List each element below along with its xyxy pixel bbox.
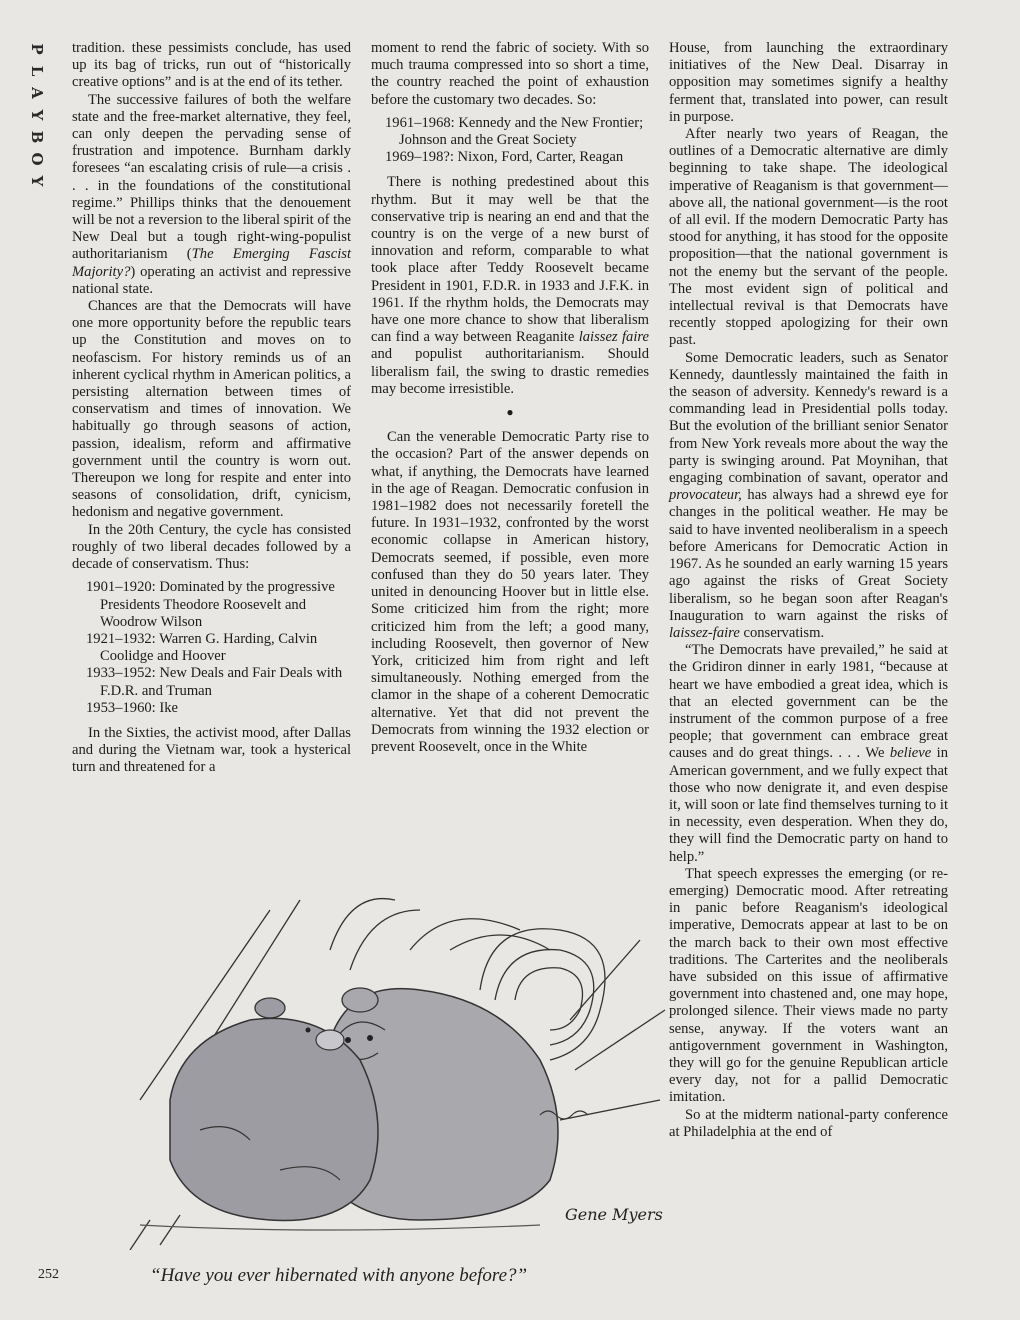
- section-separator: ●: [506, 405, 514, 420]
- vertical-title-letter: A: [28, 87, 46, 99]
- vertical-title-letter: B: [28, 130, 46, 144]
- cartoonist-signature: Gene Myers: [565, 1205, 663, 1224]
- list-item: 1961–1968: Kennedy and the New Frontier; Johnson and the Great Society: [385, 114, 644, 149]
- vertical-title-letter: Y: [28, 109, 46, 121]
- paragraph: “The Democrats have prevailed,” he said at the Gridiron dinner in early 1981, “because at heart we have embodied a great idea, which is that an elected government can be the instrument of the common purpose of a free people; that government can embrace great causes and do great things. . . . We believe in American government, and we fully expect that those who now denigrate it, and even despise it, will soon or late find themselves turning to it in necessity, even desperation. When they do, they will find the Democratic party on hand to help.”: [669, 642, 948, 865]
- paragraph: The successive failures of both the welfare state and the free-market alternative, they feel, can only deepen the pervading sense of frustration and impotence. Burnham darkly foresees “an escalating crisis of rule—a crisis . . . in the foundations of the constitutional regime.” Phillips thinks that the denouement will be not a reversion to the liberal spirit of the New Deal but a tough right-wing-populist authoritarianism (The Emerging Fascist Majority?) operating an activist and repressive national state.: [72, 91, 352, 297]
- magazine-vertical-title: [28, 38, 46, 192]
- paragraph: After nearly two years of Reagan, the outlines of a Democratic alternative are dimly beginning to take shape. The ideological imperative of Reaganism is that government—above all, the national government—is the root of all evil. If the modern Democratic Party has stood for anything, it has stood for the opposite proposition—that the national government is not the enemy but the servant of the people. The most evident sign of political and intellectual revival is that Democrats have recently stopped apologizing for their own past.: [669, 126, 948, 349]
- paragraph: Some Democratic leaders, such as Senator Kennedy, dauntlessly maintained the faith in the season of adversity. Kennedy's reward is a commanding lead in Presidential polls today. But the evolution of the brilliant senior Senator from New York reveals more about the way the party is swinging around. Pat Moynihan, that engaging combination of savant, operator and provocateur, has always had a shrewd eye for changes in the political weather. He may be said to have invented neoliberalism in a speech before Americans for Democratic Action in 1967. As he sounded an early warning 15 years ago against the risks of Great Society liberalism, so he began soon after Reagan's Inauguration to warn against the risks of laissez-faire conservatism.: [669, 349, 948, 641]
- paragraph: In the 20th Century, the cycle has consisted roughly of two liberal decades followed by a decade of conservatism. Thus:: [72, 521, 351, 573]
- paragraph: Can the venerable Democratic Party rise to the occasion? Part of the answer depends on what, if anything, the Democrats have learned in the age of Reagan. Democratic confusion in 1981–1982 does not necessarily foretell the future. In 1931–1932, confronted by the worst economic collapse in American history, Democrats seemed, if possible, even more confused than they do 50 years later. They united in denouncing Hoover but in little else. Some criticized him from the right; more criticized him from the left; a good many, including Roosevelt, then governor of New York, criticized him from right and left simultaneously. Nothing emerged from the clamor in the shape of a coherent Democratic alternative. Yet that did not prevent the Democrats from winning the 1932 election or prevent Roosevelt, once in the White: [371, 429, 649, 755]
- text-column-3: [669, 40, 948, 1141]
- vertical-title-letter: P: [28, 43, 46, 55]
- paragraph: In the Sixties, the activist mood, after Dallas and during the Vietnam war, took a hysterical turn and threatened for a: [72, 724, 351, 776]
- era-list: [385, 115, 649, 167]
- paragraph: moment to rend the fabric of society. With so much trauma compressed into so short a time, the country reached the point of exhaustion before the customary two decades. So:: [371, 40, 649, 108]
- paragraph: So at the midterm national-party conference at Philadelphia at the end of: [669, 1106, 948, 1140]
- paragraph: There is nothing predestined about this rhythm. But it may well be that the conservative trip is nearing an end and that the country is on the verge of a new burst of innovation and reform, comparable to what took place after Teddy Roosevelt became President in 1901, F.D.R. in 1933 and J.F.K. in 1961. If the rhythm holds, the Democrats may have one more chance to show that liberalism can find a way between Reaganite laissez faire and populist authoritarianism. Should liberalism fail, the swing to drastic remedies may become irresistible.: [371, 174, 649, 397]
- list-item: 1953–1960: Ike: [86, 699, 179, 716]
- cartoon-caption: “Have you ever hibernated with anyone before?”: [150, 1265, 528, 1286]
- list-item: 1933–1952: New Deals and Fair Deals with F.D.R. and Truman: [86, 665, 343, 699]
- page-number: 252: [38, 1267, 59, 1282]
- vertical-title-letter: L: [28, 65, 46, 77]
- vertical-title-letter: Y: [28, 175, 46, 187]
- paragraph: House, from launching the extraordinary initiatives of the New Deal. Disarray in opposition may sometimes signify a healthy ferment that, translated into power, can result in purpose.: [669, 40, 948, 125]
- text-column-1: [72, 40, 351, 777]
- list-item: 1921–1932: Warren G. Harding, Calvin Coolidge and Hoover: [86, 630, 318, 665]
- paragraph: tradition. these pessimists conclude, has used up its bag of tricks, run out of “historically creative options” and is at the end of its tether.: [72, 40, 351, 91]
- era-list: [86, 579, 351, 717]
- paragraph: That speech expresses the emerging (or re-emerging) Democratic mood. After retreating in panic before Reaganism's ideological imperative, Democrats appear at last to be on the march back to their own most effective traditions. The Carterites and the neoliberals have subsided on this issue of affirmative government into chastened and, one may hope, prolonged silence. Their views made no party sense, anyway. If the voters want an antigovernment government in Washington, they will go for the genuine Republican article every day, not for a pallid Democratic imitation.: [669, 865, 948, 1106]
- vertical-title-letter: O: [28, 152, 46, 166]
- list-item: 1901–1920: Dominated by the progressive Presidents Theodore Roosevelt and Woodrow Wilson: [86, 579, 335, 630]
- hibernating-bears-cartoon: [120, 890, 675, 1250]
- list-item: 1969–198?: Nixon, Ford, Carter, Reagan: [385, 149, 624, 166]
- text-column-2: [371, 40, 649, 756]
- paragraph: Chances are that the Democrats will have one more opportunity before the republic tears up the Constitution and moves on to neofascism. For history reminds us of an inherent cyclical rhythm in American politics, a persisting alternation between times of conservatism and times of innovation. We habitually go through seasons of action, passion, idealism, reform and affirmative government until the country is worn out. Thereupon we long for respite and enter into seasons of consolidation, drift, cynicism, hedonism and negative government.: [72, 298, 351, 521]
